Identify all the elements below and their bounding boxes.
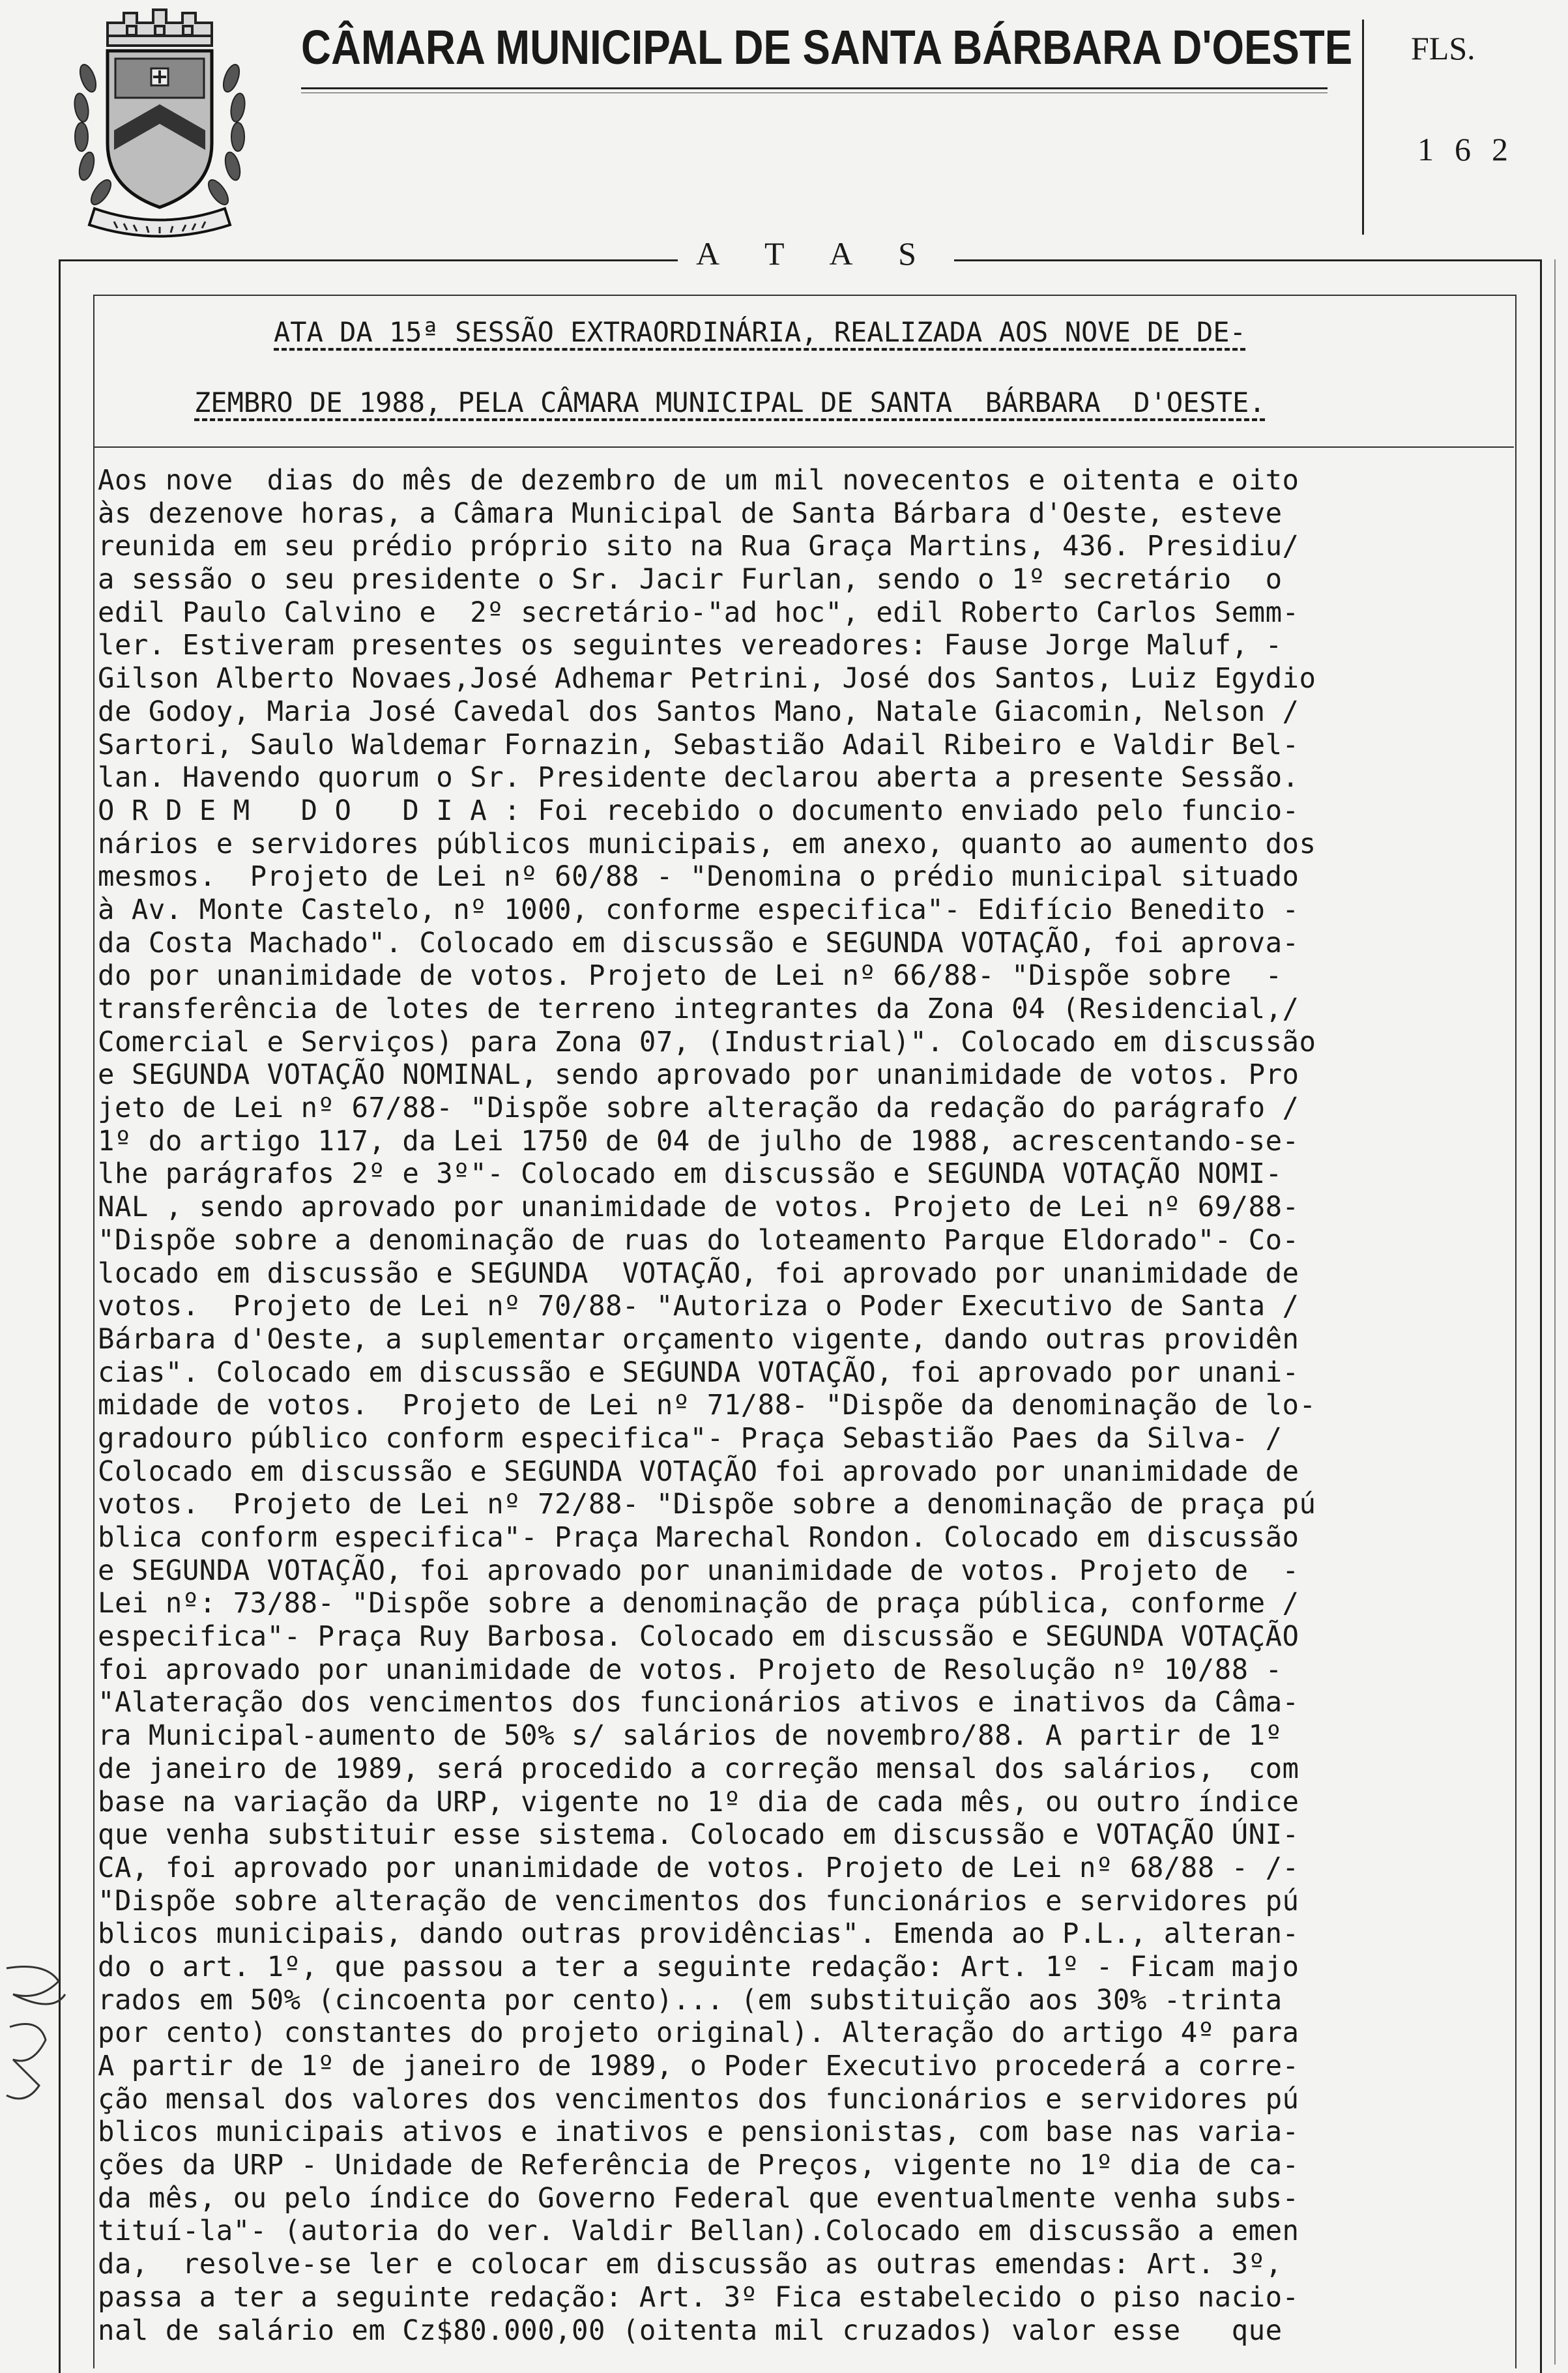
minutes-text-line: mesmos. Projeto de Lei nº 60/88 - "Denomina o prédio municipal situado — [98, 860, 1299, 893]
minutes-text-line: Colocado em discussão e SEGUNDA VOTAÇÃO foi aprovado por unanimidade de — [98, 1455, 1299, 1487]
minutes-text-line: O R D E M D O D I A : Foi recebido o documento enviado pelo funcio- — [98, 794, 1299, 826]
minutes-text-line: "Dispõe sobre a denominação de ruas do loteamento Parque Eldorado"- Co- — [98, 1223, 1299, 1256]
minutes-text-line: votos. Projeto de Lei nº 70/88- "Autoriza o Poder Executivo de Santa / — [98, 1290, 1299, 1322]
minutes-text-line: e SEGUNDA VOTAÇÃO NOMINAL, sendo aprovado por unanimidade de votos. Pro — [98, 1058, 1299, 1091]
handwritten-initials-icon — [0, 1955, 85, 2125]
minutes-text-line: nal de salário em Cz$80.000,00 (oitenta mil cruzados) valor esse que — [98, 2314, 1283, 2346]
minutes-text-line: de Godoy, Maria José Cavedal dos Santos Mano, Natale Giacomin, Nelson / — [98, 695, 1299, 727]
page-edge-line — [1554, 259, 1556, 2365]
minutes-text-line: da Costa Machado". Colocado em discussão e SEGUNDA VOTAÇÃO, foi aprova- — [98, 926, 1299, 959]
minutes-text-line: blicos municipais ativos e inativos e pensionistas, com base nas varia- — [98, 2116, 1299, 2148]
minutes-heading-line-2: ZEMBRO DE 1988, PELA CÂMARA MUNICIPAL DE SANTA BÁRBARA D'OESTE. — [194, 386, 1266, 418]
section-label: A T A S — [678, 235, 954, 272]
minutes-text-line: tituí-la"- (autoria do ver. Valdir Bellan).Colocado em discussão a emen — [98, 2215, 1299, 2247]
minutes-text-line: votos. Projeto de Lei nº 72/88- "Dispõe sobre a denominação de praça pú — [98, 1488, 1316, 1521]
chamber-title: CÂMARA MUNICIPAL DE SANTA BÁRBARA D'OESTE — [301, 20, 1353, 74]
minutes-text-line: edil Paulo Calvino e 2º secretário-"ad hoc", edil Roberto Carlos Semm- — [98, 596, 1299, 628]
minutes-text-line: Comercial e Serviços) para Zona 07, (Industrial)". Colocado em discussão — [98, 1025, 1316, 1058]
minutes-body — [98, 464, 1505, 2347]
minutes-text-line: foi aprovado por unanimidade de votos. Projeto de Resolução nº 10/88 - — [98, 1653, 1283, 1685]
minutes-text-line: A partir de 1º de janeiro de 1989, o Poder Executivo procederá a corre- — [98, 2050, 1299, 2082]
minutes-text-line: Lei nº: 73/88- "Dispõe sobre a denominação de praça pública, conforme / — [98, 1587, 1299, 1620]
minutes-text-line: às dezenove horas, a Câmara Municipal de Santa Bárbara d'Oeste, esteve — [98, 497, 1283, 529]
minutes-heading-line-1: ATA DA 15ª SESSÃO EXTRAORDINÁRIA, REALIZADA AOS NOVE DE DE- — [274, 316, 1246, 348]
minutes-text-line: gradouro público conform especifica"- Praça Sebastião Paes da Silva- / — [98, 1421, 1283, 1454]
minutes-text-line: transferência de lotes de terreno integrantes da Zona 04 (Residencial,/ — [98, 993, 1299, 1025]
minutes-text-line: midade de votos. Projeto de Lei nº 71/88- "Dispõe da denominação de lo- — [98, 1389, 1316, 1421]
minutes-text-line: ções da URP - Unidade de Referência de Preços, vigente no 1º dia de ca- — [98, 2149, 1299, 2181]
minutes-text-line: CA, foi aprovado por unanimidade de votos. Projeto de Lei nº 68/88 - /- — [98, 1851, 1299, 1884]
minutes-text-line: ra Municipal-aumento de 50% s/ salários de novembro/88. A partir de 1º — [98, 1719, 1283, 1752]
minutes-text-line: NAL , sendo aprovado por unanimidade de votos. Projeto de Lei nº 69/88- — [98, 1191, 1299, 1223]
minutes-text-line: blica conform especifica"- Praça Marechal Rondon. Colocado em discussão — [98, 1521, 1299, 1553]
minutes-text-line: ler. Estiveram presentes os seguintes vereadores: Fause Jorge Maluf, - — [98, 629, 1283, 662]
minutes-text-line: do o art. 1º, que passou a ter a seguinte redação: Art. 1º - Ficam majo — [98, 1950, 1299, 1983]
minutes-text-line: blicos municipais, dando outras providências". Emenda ao P.L., alteran- — [98, 1917, 1299, 1950]
minutes-text-line: lan. Havendo quorum o Sr. Presidente declarou aberta a presente Sessão. — [98, 761, 1299, 794]
minutes-text-line: Gilson Alberto Novaes,José Adhemar Petrini, José dos Santos, Luiz Egydio — [98, 662, 1316, 695]
minutes-text-line: da mês, ou pelo índice do Governo Federal que eventualmente venha subs- — [98, 2181, 1299, 2214]
minutes-text-line: 1º do artigo 117, da Lei 1750 de 04 de julho de 1988, acrescentando-se- — [98, 1124, 1299, 1157]
minutes-text-line: passa a ter a seguinte redação: Art. 3º Fica estabelecido o piso nacio- — [98, 2280, 1299, 2313]
minutes-text-line: jeto de Lei nº 67/88- "Dispõe sobre alteração da redação do parágrafo / — [98, 1092, 1299, 1124]
heading-divider — [93, 446, 1514, 448]
folio-number: 162 — [1417, 131, 1529, 167]
minutes-text-line: "Dispõe sobre alteração de vencimentos dos funcionários e servidores pú — [98, 1884, 1299, 1917]
minutes-text-line: especifica"- Praça Ruy Barbosa. Colocado em discussão e SEGUNDA VOTAÇÃO — [98, 1620, 1299, 1653]
minutes-text-line: de janeiro de 1989, será procedido a correção mensal dos salários, com — [98, 1752, 1299, 1784]
minutes-text-line: rados em 50% (cincoenta por cento)... (em substituição aos 30% -trinta — [98, 1983, 1283, 2016]
minutes-text-line: por cento) constantes do projeto original). Alteração do artigo 4º para — [98, 2016, 1299, 2049]
minutes-text-line: Sartori, Saulo Waldemar Fornazin, Sebastião Adail Ribeiro e Valdir Bel- — [98, 728, 1299, 761]
minutes-text-line: locado em discussão e SEGUNDA VOTAÇÃO, foi aprovado por unanimidade de — [98, 1257, 1299, 1289]
minutes-text-line: e SEGUNDA VOTAÇÃO, foi aprovado por unanimidade de votos. Projeto de - — [98, 1554, 1299, 1586]
minutes-text-line: "Alateração dos vencimentos dos funcionários ativos e inativos da Câma- — [98, 1686, 1299, 1719]
minutes-text-line: nários e servidores públicos municipais, em anexo, quanto ao aumento dos — [98, 827, 1316, 860]
minutes-text-line: do por unanimidade de votos. Projeto de Lei nº 66/88- "Dispõe sobre - — [98, 959, 1283, 992]
header-divider — [1362, 20, 1364, 235]
minutes-text-line: ção mensal dos valores dos vencimentos dos funcionários e servidores pú — [98, 2082, 1299, 2115]
folio-label: FLS. — [1411, 30, 1475, 66]
municipal-coat-of-arms-icon — [62, 0, 257, 241]
minutes-text-line: Bárbara d'Oeste, a suplementar orçamento vigente, dando outras providên — [98, 1322, 1299, 1355]
minutes-text-line: da, resolve-se ler e colocar em discussão as outras emendas: Art. 3º, — [98, 2248, 1283, 2280]
minutes-text-line: reunida em seu prédio próprio sito na Rua Graça Martins, 436. Presidiu/ — [98, 530, 1299, 562]
minutes-text-line: cias". Colocado em discussão e SEGUNDA VOTAÇÃO, foi aprovado por unani- — [98, 1356, 1299, 1388]
title-underline — [301, 87, 1328, 89]
minutes-text-line: que venha substituir esse sistema. Colocado em discussão e VOTAÇÃO ÚNI- — [98, 1818, 1299, 1851]
minutes-text-line: à Av. Monte Castelo, nº 1000, conforme especifica"- Edifício Benedito - — [98, 893, 1299, 925]
minutes-text-line: Aos nove dias do mês de dezembro de um mil novecentos e oitenta e oito — [98, 464, 1299, 496]
minutes-text-line: lhe parágrafos 2º e 3º"- Colocado em discussão e SEGUNDA VOTAÇÃO NOMI- — [98, 1157, 1283, 1190]
minutes-text-line: base na variação da URP, vigente no 1º dia de cada mês, ou outro índice — [98, 1785, 1299, 1818]
minutes-text-line: a sessão o seu presidente o Sr. Jacir Furlan, sendo o 1º secretário o — [98, 563, 1283, 596]
